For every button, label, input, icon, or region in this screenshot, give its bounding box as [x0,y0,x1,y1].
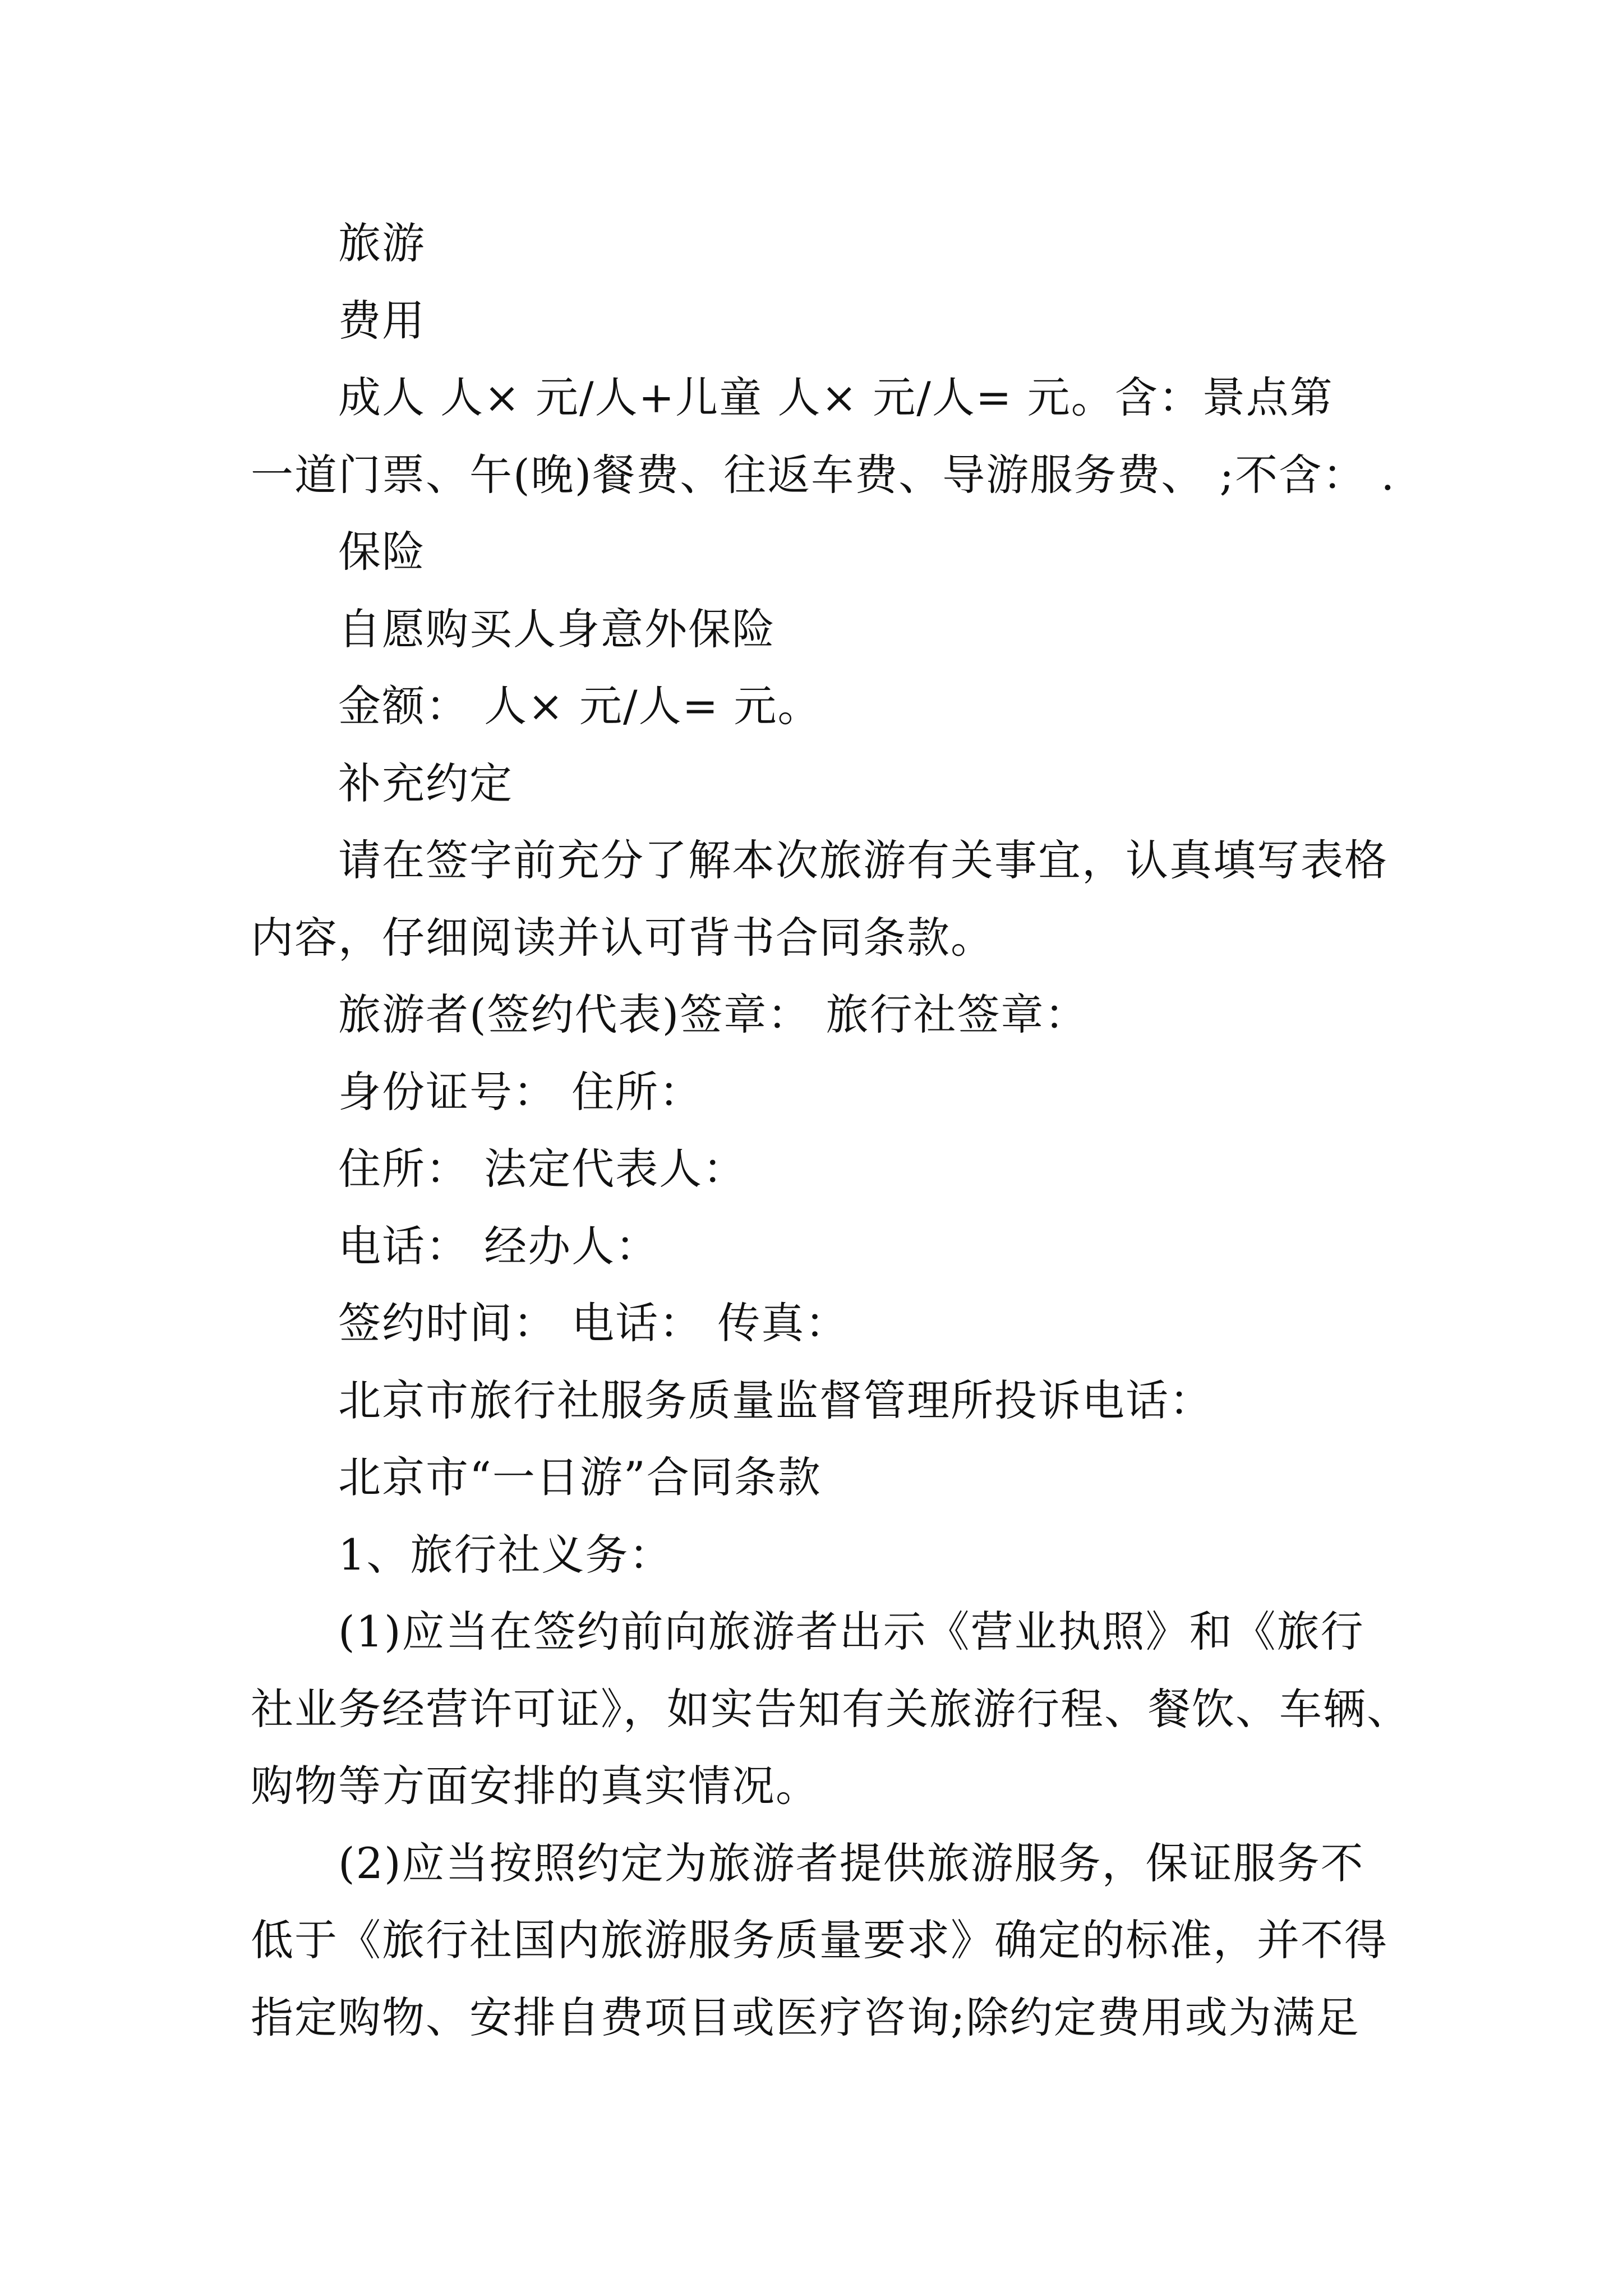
agency-obligations-heading [251,1516,1484,1594]
text-line: 补充约定 [338,758,513,808]
insurance-option [251,591,1484,668]
text-line: 购物等方面安排的真实情况。 [251,1761,819,1811]
obligation-2 [251,1825,1484,2056]
text-line: 住所： 法定代表人： [338,1144,747,1194]
text-line: 旅游 [338,218,426,268]
text-line: 请在签字前充分了解本次旅游有关事宜，认真填写表格 [338,835,1388,885]
phone-row [251,1208,1484,1285]
id-number-row [251,1053,1484,1131]
text-line: 签约时间： 电话： 传真： [338,1298,849,1348]
signing-notice [251,822,1484,976]
heading-insurance [251,513,1484,591]
text-line: (1)应当在签约前向旅游者出示《营业执照》和《旅行 [338,1607,1364,1657]
signing-date-row [251,1285,1484,1362]
text-line: 旅游者(签约代表)签章： 旅行社签章： [338,990,1089,1039]
text-line: 费用 [338,295,426,346]
text-line: 内容，仔细阅读并认可背书合同条款。 [251,912,994,963]
text-line: 保险 [338,527,426,577]
document-body [251,205,1484,2056]
contract-terms-title [251,1439,1484,1516]
text-line: 北京市旅行社服务质量监督管理所投诉电话： [338,1375,1213,1425]
heading-tour [251,205,1484,282]
text-line: 身份证号： 住所： [338,1066,703,1117]
text-line: 电话： 经办人： [338,1221,660,1271]
text-line: 指定购物、安排自费项目或医疗咨询;除约定费用或为满足 [251,1992,1360,2042]
text-line: 社业务经营许可证》，如实告知有关旅游行程、餐饮、车辆、 [251,1683,1410,1734]
text-line: 北京市“一日游”合同条款 [338,1452,822,1502]
heading-fees [251,282,1484,360]
text-line: 1、旅行社义务： [338,1529,673,1580]
text-line: 成人 人× 元/人+儿童 人× 元/人= 元。含：景点第 [338,372,1334,422]
complaint-hotline [251,1362,1484,1439]
text-line: 一道门票、午(晚)餐费、往返车费、导游服务费、 ;不含： . [251,449,1396,500]
heading-supplementary [251,745,1484,822]
fees-detail [251,359,1484,513]
insurance-amount [251,668,1484,745]
text-line: 自愿购买人身意外保险 [338,604,776,654]
signature-fields-row [251,976,1484,1053]
text-line: (2)应当按照约定为旅游者提供旅游服务，保证服务不 [338,1838,1364,1888]
text-line: 金额： 人× 元/人= 元。 [338,681,822,731]
address-row [251,1130,1484,1208]
obligation-1 [251,1593,1484,1825]
text-line: 低于《旅行社国内旅游服务质量要求》确定的标准，并不得 [251,1915,1388,1965]
